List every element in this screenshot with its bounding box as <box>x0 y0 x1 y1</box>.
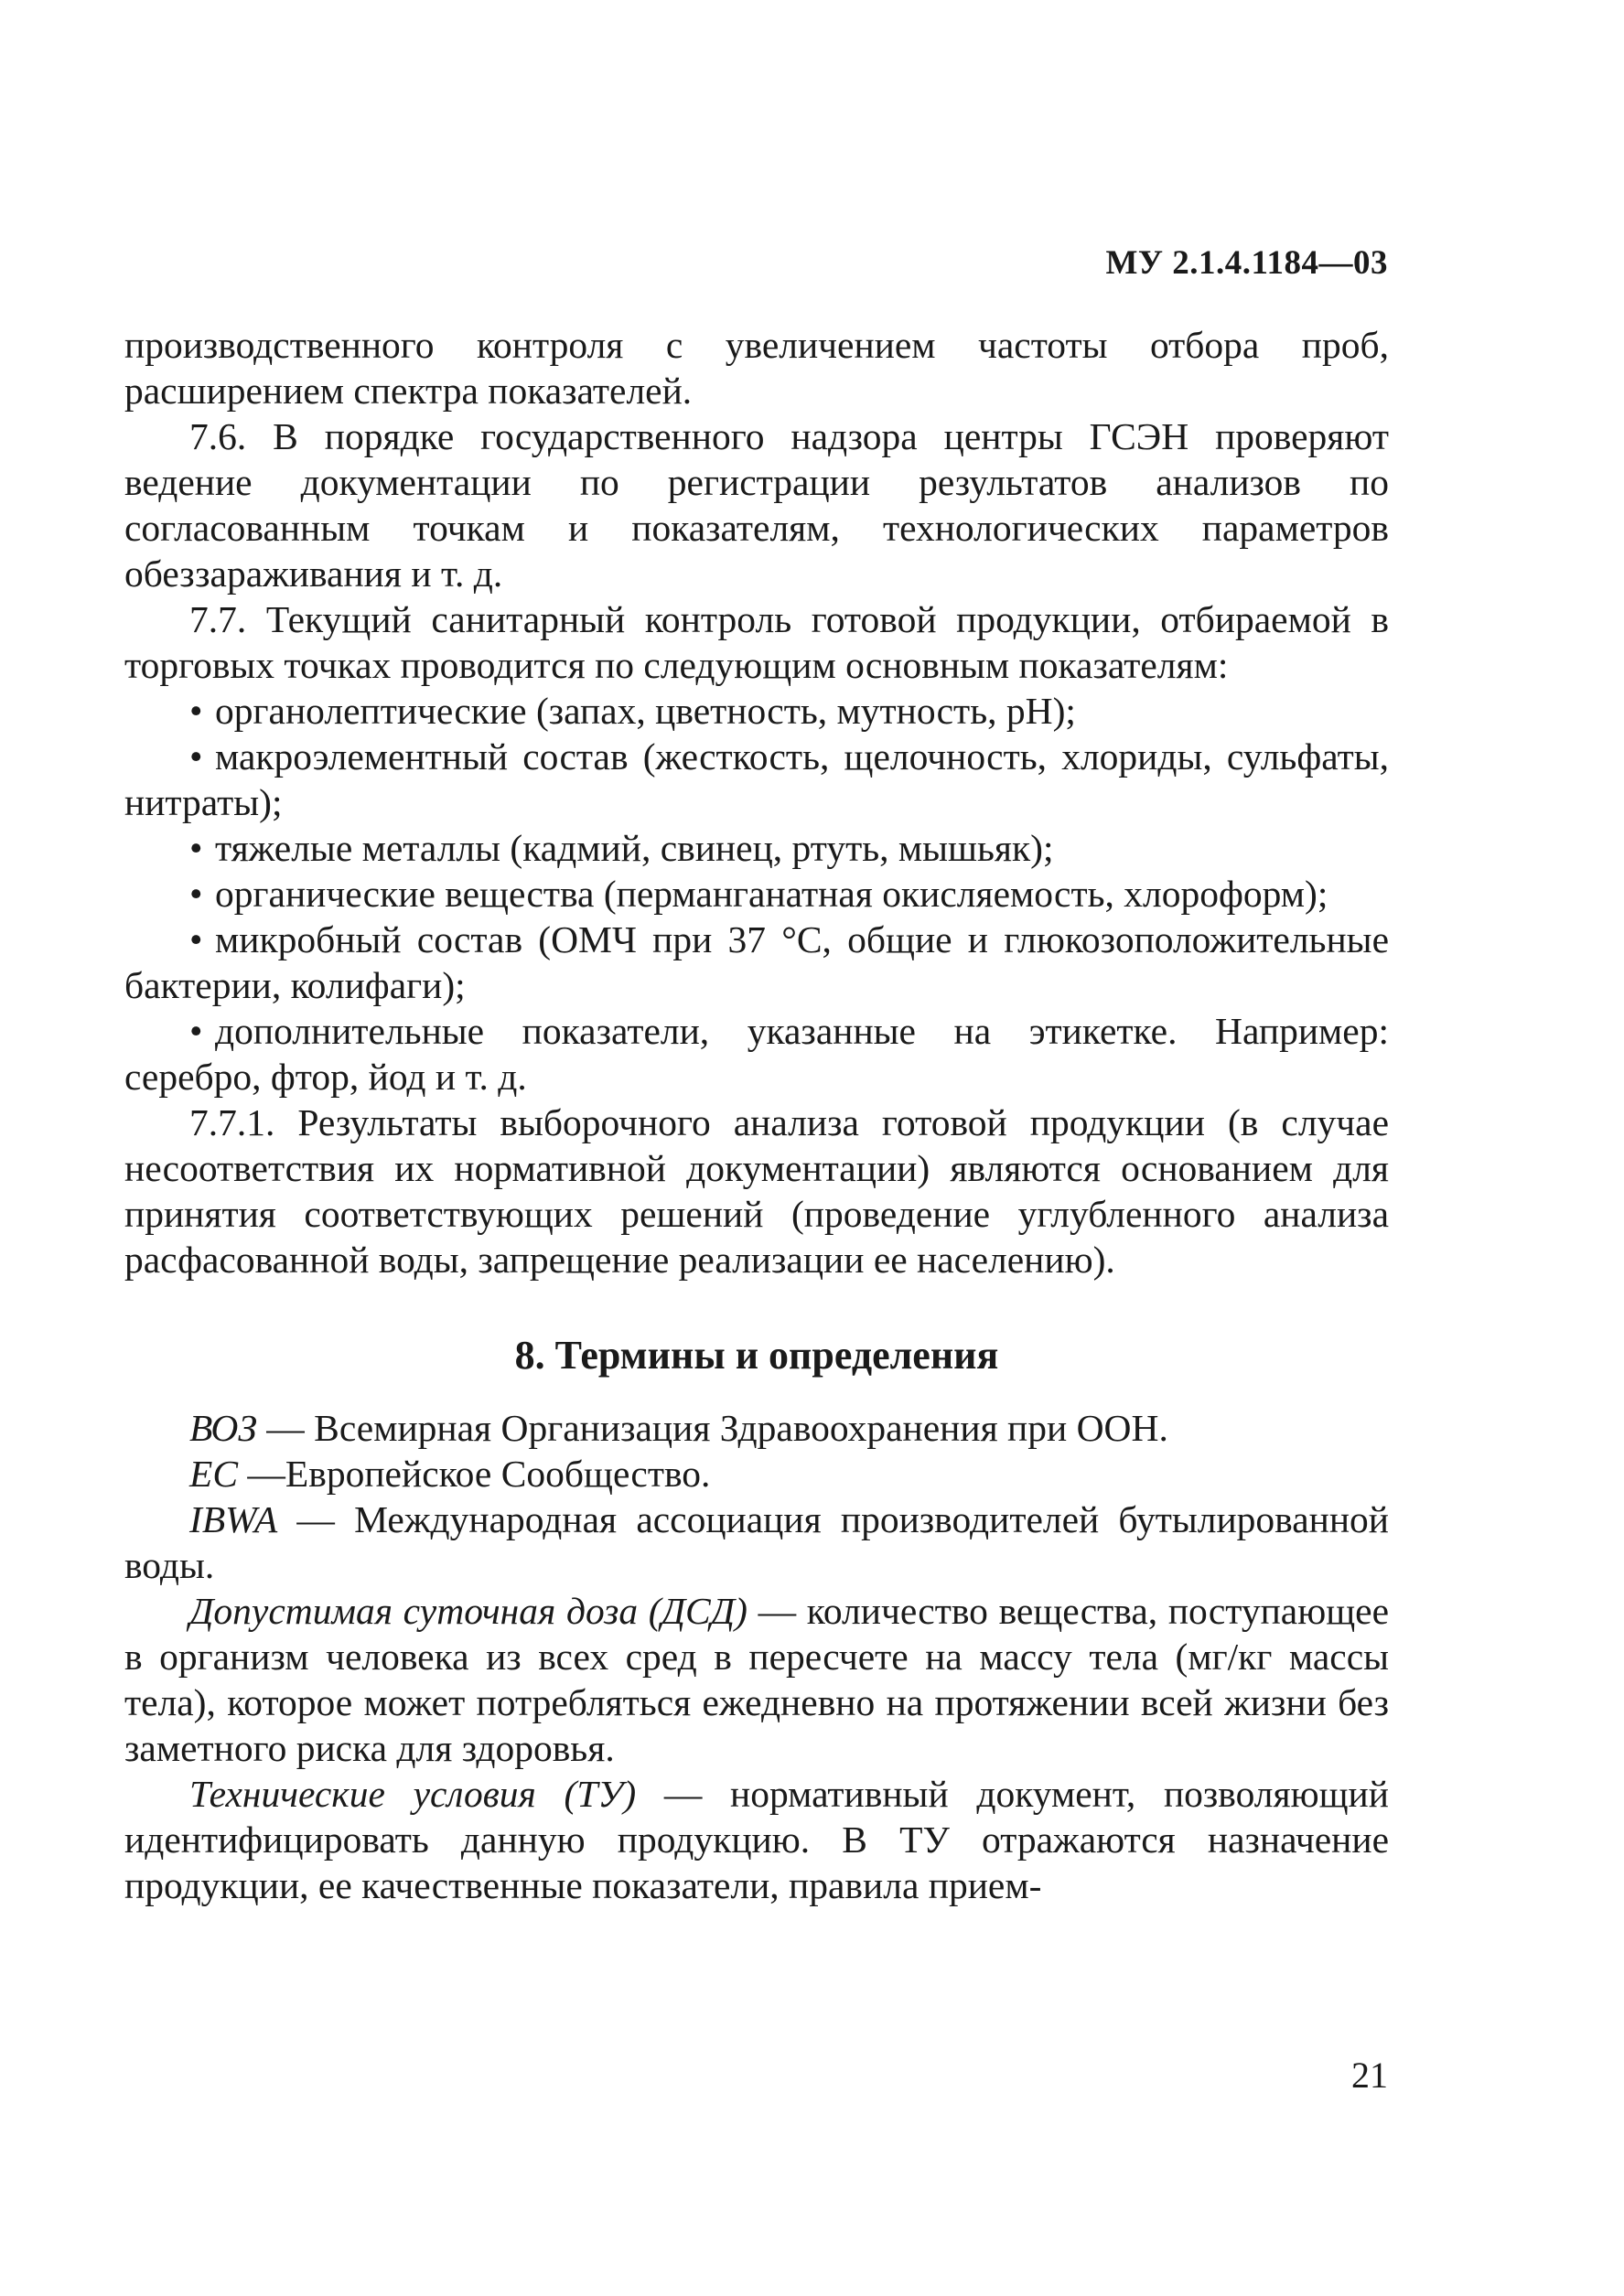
term-definition <box>124 1405 1389 1451</box>
term-text: — Всемирная Организация Здравоохранения при ООН. <box>256 1407 1168 1449</box>
section-heading: 8. Термины и определения <box>514 1333 999 1378</box>
bullet-icon: • <box>189 735 203 778</box>
bullet-icon: • <box>189 1010 203 1052</box>
bullet-item-organoleptic <box>124 688 1389 734</box>
bullet-item-macroelements <box>124 734 1389 825</box>
document-code-header: МУ 2.1.4.1184—03 <box>1105 244 1388 282</box>
term-name: ВОЗ <box>189 1407 257 1449</box>
bullet-item-additional <box>124 1008 1389 1100</box>
term-text: — Международная ассоциация производителей бутылированной воды. <box>124 1498 1389 1586</box>
term-definition <box>124 1497 1389 1588</box>
term-text: —Европейское Сообщество. <box>238 1453 711 1495</box>
bullet-text: тяжелые металлы (кадмий, свинец, ртуть, мышьяк); <box>215 827 1054 869</box>
bullet-text: дополнительные показатели, указанные на этикетке. Например: серебро, фтор, йод и т. д. <box>124 1010 1389 1098</box>
bullet-text: органолептические (запах, цветность, мутность, pH); <box>215 690 1076 732</box>
term-text: — нормативный документ, позволяющий идентифицировать данную продукцию. В ТУ отражаются назначение продукции, ее качественные показатели, правила прием- <box>124 1773 1389 1906</box>
paragraph-7-7-1: 7.7.1. Результаты выборочного анализа готовой продукции (в случае несоответствия их нормативной документации) являются основанием для принятия соответствующих решений (проведение углубленного анализа расфасованной воды, запрещение реализации ее населению). <box>124 1101 1389 1281</box>
term-definition <box>124 1771 1389 1908</box>
term-name: ЕС <box>189 1453 239 1495</box>
term-name: Допустимая суточная доза (ДСД) <box>189 1590 747 1632</box>
bullet-icon: • <box>189 873 203 915</box>
bullet-icon: • <box>189 918 203 960</box>
paragraph-7-7: 7.7. Текущий санитарный контроль готовой продукции, отбираемой в торговых точках проводится по следующим основным показателям: <box>124 598 1389 686</box>
bullet-item-organic-substances <box>124 871 1389 917</box>
bullet-icon: • <box>189 827 203 869</box>
bullet-text: органические вещества (перманганатная окисляемость, хлороформ); <box>215 873 1328 915</box>
bullet-item-microbial <box>124 917 1389 1008</box>
page-body <box>124 322 1389 1908</box>
term-definition <box>124 1588 1389 1771</box>
bullet-icon: • <box>189 690 203 732</box>
paragraph-7-6: 7.6. В порядке государственного надзора центры ГСЭН проверяют ведение документации по регистрации результатов анализов по согласованным точкам и показателям, технологических параметров обеззараживания и т. д. <box>124 415 1389 595</box>
term-name: Технические условия (ТУ) <box>189 1773 637 1815</box>
term-text: — количество вещества, поступающее в организм человека из всех сред в пересчете на массу тела (мг/кг массы тела), которое может потребляться ежедневно на протяжении всей жизни без заметного риска для здоровья. <box>124 1590 1390 1769</box>
paragraph-continuation: производственного контроля с увеличением частоты отбора проб, расширением спектра показателей. <box>124 324 1389 412</box>
bullet-text: микробный состав (ОМЧ при 37 °С, общие и глюкозоположительные бактерии, колифаги); <box>124 918 1389 1006</box>
bullet-text: макроэлементный состав (жесткость, щелочность, хлориды, сульфаты, нитраты); <box>124 735 1389 823</box>
page-number: 21 <box>1351 2055 1388 2096</box>
bullet-item-heavy-metals <box>124 825 1389 871</box>
term-definition <box>124 1451 1389 1497</box>
term-name: IBWA <box>189 1498 278 1540</box>
